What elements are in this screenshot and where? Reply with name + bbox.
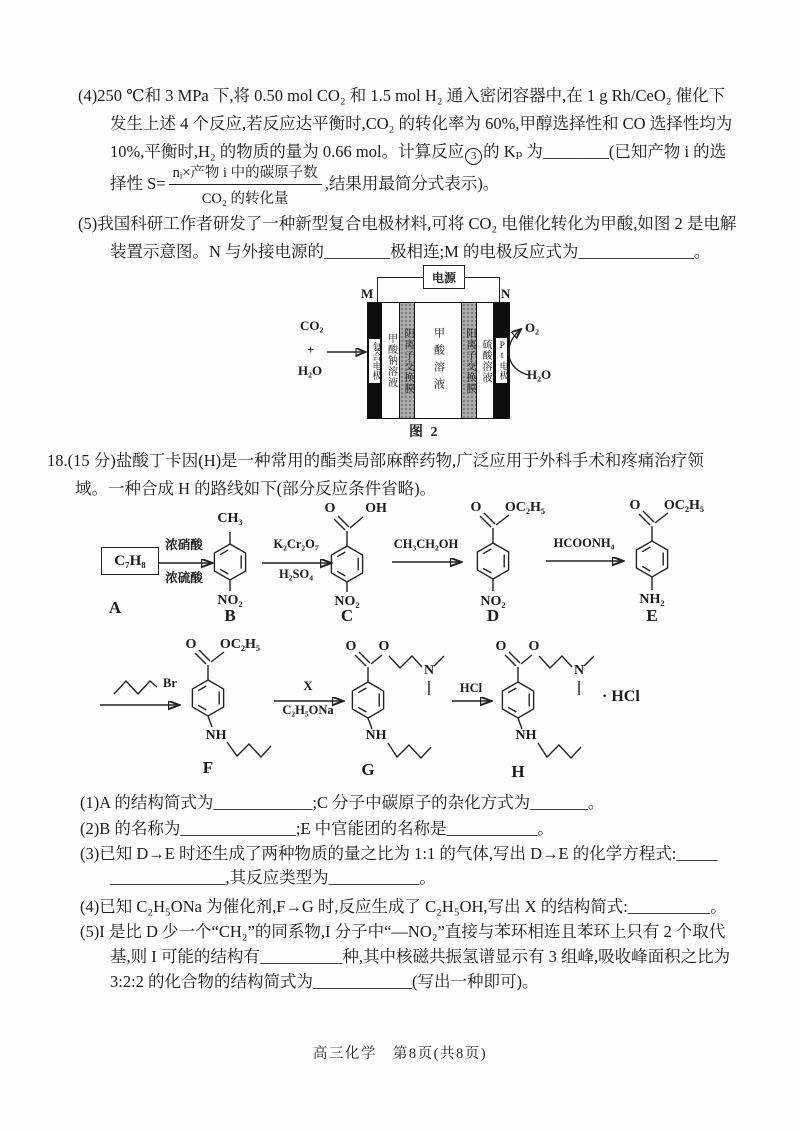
figure2-electrolysis-diagram (280, 262, 580, 442)
figure2-caption: 图 2 (409, 425, 440, 440)
arrow2-reagent-top: K₂Cr₂O₇ (273, 537, 319, 551)
feed-h2o-label: H₂O (298, 363, 323, 378)
f-nh-group: NH (205, 728, 227, 743)
arrow6-reagent-bottom: C₂H₅ONa (282, 703, 334, 717)
cation-membrane-label: 阳离子交换膜 (464, 327, 475, 394)
d-carbonyl-o: O (470, 500, 482, 515)
q18-sub-2: (2)B 的名称为______________;E 中官能团的名称是___________。 (80, 819, 554, 838)
butyl-bromide-chain (114, 681, 157, 694)
q5-line-1: (5)我国科研工作者研发了一种新型复合电极材料,可将 CO₂ 电催化转化为甲酸,如图 2 是电解 (78, 214, 737, 233)
q18-sub-4: (4)已知 C₂H₅ONa 为催化剂,F→G 时,反应生成了 C₂H₅OH,写出 X 的结构简式:__________。 (80, 897, 727, 916)
e-ethoxy-group: OC₂H₅ (663, 498, 705, 513)
figure2-arrows-svg (280, 262, 580, 442)
compound-a-formula: C₇H₈ (114, 552, 146, 569)
q18-sub-1: (1)A 的结构简式为____________;C 分子中碳原子的杂化方式为_______。 (80, 793, 605, 812)
o2-out-curve (509, 330, 529, 375)
d-nitro-group: NO₂ (480, 594, 506, 609)
selectivity-prefix: 择性 S= (110, 174, 166, 193)
fraction-denominator: CO₂ 的转化量 (201, 190, 289, 207)
compound-label-b: B (224, 606, 236, 625)
power-supply-box: 电源 (423, 265, 465, 289)
structure-e-bonds (636, 511, 668, 590)
selectivity-fraction (169, 161, 322, 208)
g-amine-n: N (423, 663, 435, 678)
h-nh-group: NH (515, 728, 537, 743)
compound-label-c: C (340, 606, 354, 625)
bromide-br-label: Br (163, 676, 177, 690)
in-h2o-label: H₂O (527, 367, 552, 382)
compound-label-f: F (202, 758, 214, 777)
feed-co2-label: CO₂ (300, 318, 324, 333)
structure-b-bonds (214, 532, 245, 591)
arrow7-reagent-hcl: HCl (459, 681, 483, 695)
pt-electrode-label: Pt电极 (496, 338, 508, 383)
b-nitro-group: NO₂ (217, 593, 243, 608)
q4-line-3-pre: 10%,平衡时,H₂ 的物质的量为 0.66 mol。计算反应 (110, 142, 465, 161)
g-nh-group: NH (365, 728, 387, 743)
arrow1-reagent-top: 浓硝酸 (165, 538, 203, 552)
q4-line-1: (4)250 ℃和 3 MPa 下,将 0.50 mol CO₂ 和 1.5 mol H₂ 通入密闭容器中,在 1 g Rh/CeO₂ 催化下 (78, 86, 726, 105)
arrow6-reagent-x: X (303, 679, 313, 693)
hcl-salt-label: · HCl (602, 688, 640, 705)
h-amine-n: N (573, 663, 585, 678)
arrow1-reagent-bottom: 浓硫酸 (165, 571, 203, 585)
compound-label-g: G (361, 760, 375, 779)
structure-d-bonds (477, 513, 509, 591)
formic-acid-label: 甲酸溶液 (432, 326, 445, 395)
out-o2-label: O₂ (525, 320, 540, 335)
q18-stem-line-2: 域。一种合成 H 的路线如下(部分反应条件省略)。 (75, 479, 437, 498)
anion-membrane-label: 阴离子交换膜 (402, 327, 413, 394)
compound-a-box (101, 547, 159, 575)
f-ethoxy-group: OC₂H₅ (219, 637, 261, 652)
q18-sub-5-line-2: 基,则 I 可能的结构有__________种,其中核磁共振氢谱显示有 3 组峰,吸收峰面积之比为 (110, 947, 731, 966)
selectivity-formula (110, 158, 499, 210)
compound-label-e: E (646, 606, 658, 625)
f-carbonyl-o: O (185, 637, 197, 652)
q18-stem-line-1: 18.(15 分)盐酸丁卡因(H)是一种常用的酯类局部麻醉药物,广泛应用于外科手术和疼痛治疗领 (47, 451, 704, 470)
electrode-m-label: M (361, 286, 374, 301)
arrow2-reagent-bottom: H₂SO₄ (279, 567, 313, 581)
q18-sub-3-line-2: ______________,其反应类型为___________。 (110, 868, 436, 887)
g-ester-o: O (378, 639, 390, 654)
feed-plus-sign: + (307, 342, 315, 357)
q18-sub-3-line-1: (3)已知 D→E 时还生成了两种物质的量之比为 1:1 的气体,写出 D→E 的化学方程式:_____ (80, 844, 718, 863)
c-hydroxyl: OH (365, 501, 387, 516)
fraction-numerator: nᵢ×产物 i 中的碳原子数 (169, 161, 322, 185)
electrode-n-label: N (501, 286, 511, 301)
q18-sub-5-line-1: (5)I 是比 D 少一个“CH₂”的同系物,I 分子中“—NO₂”直接与苯环相连且苯环上只有 2 个取代 (80, 922, 726, 941)
selectivity-suffix: ,结果用最简分式表示)。 (324, 174, 500, 193)
sulfuric-acid-label: 硫酸溶液 (480, 338, 491, 383)
compound-label-a: A (108, 598, 122, 617)
arrow4-reagent-top: HCOONH₄ (553, 536, 615, 550)
structure-c-bonds (331, 516, 363, 592)
composite-electrode-label: 复合电极 (369, 339, 381, 383)
sodium-formate-label: 甲酸钠溶液 (385, 333, 397, 388)
q4-line-3-post: 的 Kₚ 为________(已知产物 i 的选 (483, 142, 727, 161)
page-footer: 高三化学 第8页(共8页) (312, 1046, 488, 1062)
q18-sub-5-line-3: 3:2:2 的化合物的结构简式为____________(写出一种即可)。 (110, 972, 539, 991)
compound-label-h: H (511, 762, 525, 781)
compound-label-d: D (486, 606, 500, 625)
d-ethoxy-group: OC₂H₅ (504, 500, 546, 515)
b-methyl-group: CH₃ (217, 511, 243, 526)
c-nitro-group: NO₂ (334, 594, 360, 609)
q5-line-2: 装置示意图。N 与外接电源的________极相连;M 的电极反应式为______________。 (110, 242, 711, 261)
g-carbonyl-o: O (345, 639, 357, 654)
h-ester-o: O (528, 639, 540, 654)
arrow3-reagent-top: CH₃CH₂OH (393, 537, 459, 551)
e-amino-group: NH₂ (639, 592, 665, 607)
c-carbonyl-o: O (324, 501, 336, 516)
h-carbonyl-o: O (495, 639, 507, 654)
circled-3-reaction: 3 (465, 148, 482, 165)
e-carbonyl-o: O (629, 498, 641, 513)
q4-line-2: 发生上述 4 个反应,若反应达平衡时,CO₂ 的转化率为 60%,甲醇选择性和 CO 选择性均为 (110, 114, 733, 133)
